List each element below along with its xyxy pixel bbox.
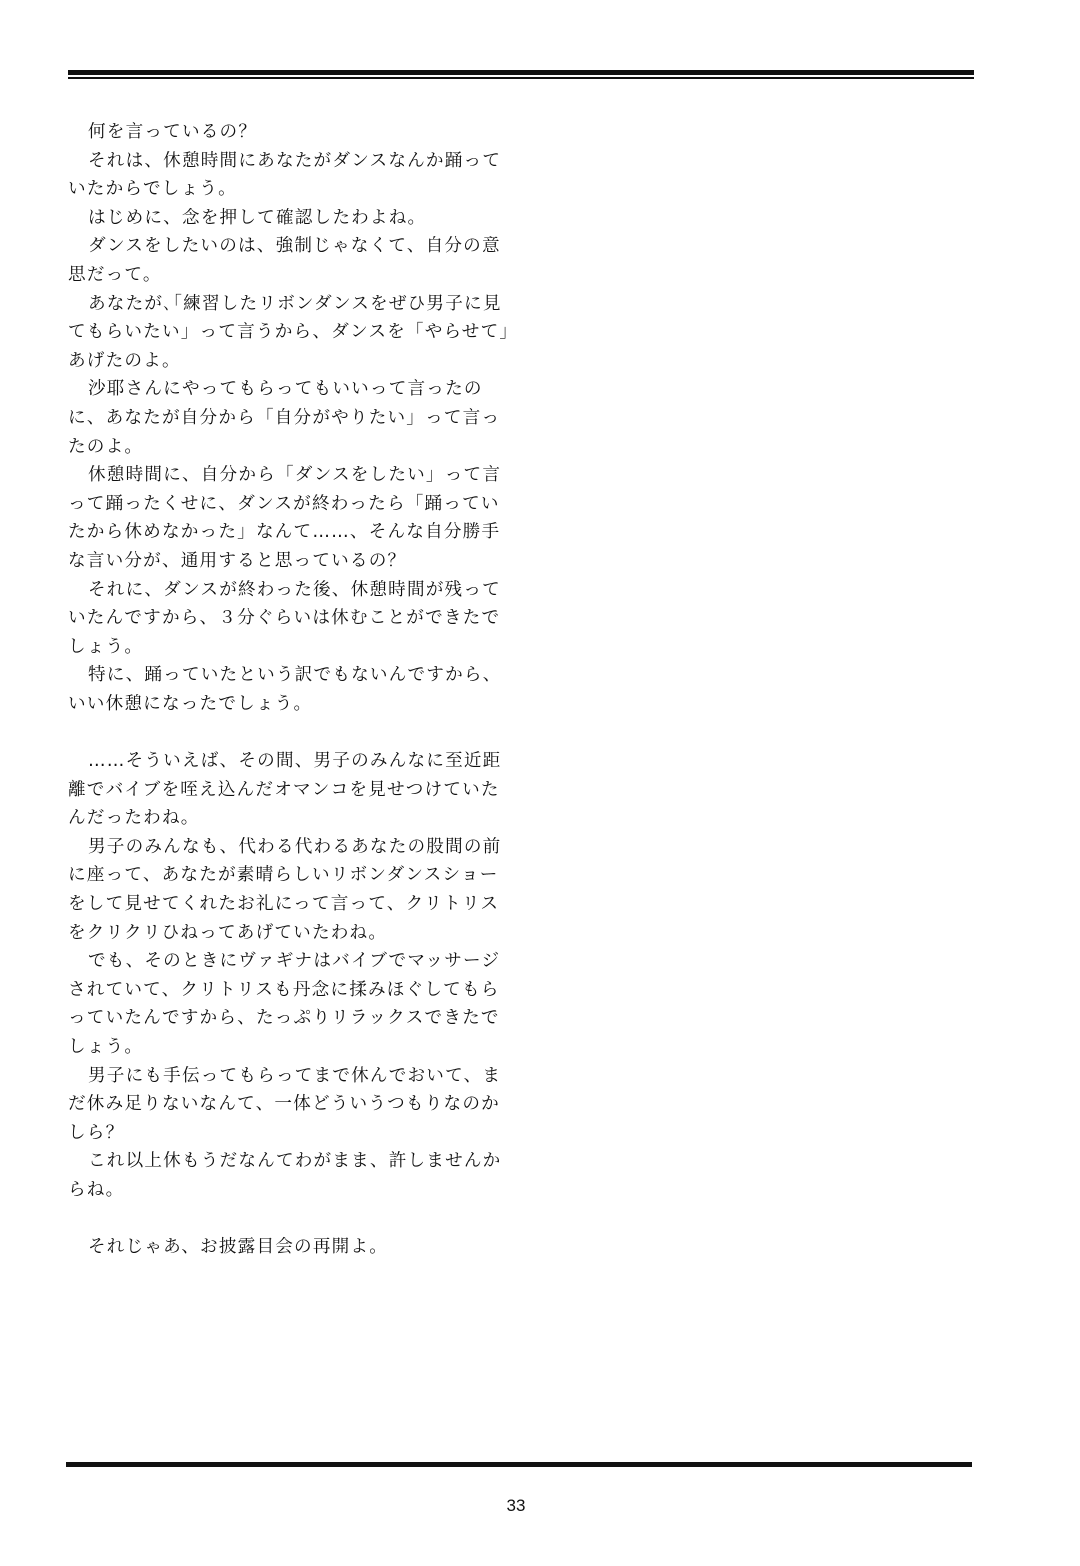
text-line: 沙耶さんにやってもらってもいいって言ったの <box>88 379 483 400</box>
blank-line <box>68 1205 508 1234</box>
text-line: いい休憩になったでしょう。 <box>68 693 313 714</box>
text-line: 男子のみんなも、代わる代わるあなたの股間の前 <box>88 836 502 857</box>
text-line: だ休み足りないなんて、一体どういうつもりなのか <box>68 1094 500 1115</box>
text-line: たから休めなかった」なんて……、そんな自分勝手 <box>68 522 501 543</box>
text-line: いたからでしょう。 <box>68 179 237 200</box>
text-line: たのよ。 <box>68 436 144 457</box>
footer-rule <box>66 1462 972 1467</box>
text-line: されていて、クリトリスも丹念に揉みほぐしてもら <box>68 979 500 1000</box>
text-line: をして見せてくれたお礼にって言って、クリトリス <box>68 894 500 915</box>
text-line: って踊ったくせに、ダンスが終わったら「踊ってい <box>68 493 500 514</box>
text-line: でも、そのときにヴァギナはバイブでマッサージ <box>88 951 501 972</box>
header-rule-thick <box>68 70 974 75</box>
text-line: はじめに、念を押して確認したわよね。 <box>88 207 427 228</box>
text-line: いたんですから、３分ぐらいは休むことができたで <box>68 608 501 629</box>
header-rule <box>68 70 974 80</box>
text-line: あなたが､｢練習したリボンダンスをぜひ男子に見 <box>88 293 502 314</box>
text-line: んだったわね。 <box>68 808 200 829</box>
header-rule-thin <box>68 77 974 79</box>
text-line: らね。 <box>68 1179 125 1200</box>
text-line: 離でバイブを咥え込んだオマンコを見せつけていた <box>68 779 500 800</box>
text-line: 思だって。 <box>68 264 162 285</box>
blank-line <box>68 718 508 747</box>
text-line: しら？ <box>68 1122 125 1143</box>
text-line: ……そういえば、その間、男子のみんなに至近距 <box>88 751 502 772</box>
text-line: に座って、あなたが素晴らしいリボンダンスショー <box>68 865 499 886</box>
text-line: これ以上休もうだなんてわがまま、許しませんか <box>88 1151 502 1172</box>
text-line: それじゃあ、お披露目会の再開よ。 <box>88 1237 388 1258</box>
text-line: しょう。 <box>68 636 144 657</box>
text-line: ダンスをしたいのは、強制じゃなくて、自分の意 <box>88 236 501 257</box>
text-line: てもらいたい」って言うから、ダンスを「やらせて」 <box>68 322 519 343</box>
page-number: 33 <box>506 1496 526 1515</box>
text-line: っていたんですから、たっぷりリラックスできたで <box>68 1008 500 1029</box>
text-line: しょう。 <box>68 1037 144 1057</box>
text-line: 男子にも手伝ってもらってまで休んでおいて、ま <box>88 1065 502 1086</box>
text-line: それは、休憩時間にあなたがダンスなんか踊って <box>88 150 502 171</box>
body-text <box>68 118 519 1262</box>
text-line: をクリクリひねってあげていたわね。 <box>68 922 388 943</box>
text-line: 休憩時間に、自分から「ダンスをしたい」って言 <box>88 465 502 486</box>
text-line: な言い分が、通用すると思っているの？ <box>68 550 407 571</box>
text-line: 何を言っているの？ <box>88 122 258 142</box>
text-line: あげたのよ。 <box>68 350 181 371</box>
text-line: 特に、踊っていたという訳でもないんですから、 <box>88 665 502 686</box>
text-line: それに、ダンスが終わった後、休憩時間が残って <box>88 579 501 600</box>
text-line: に、あなたが自分から「自分がやりたい」って言っ <box>68 407 501 428</box>
